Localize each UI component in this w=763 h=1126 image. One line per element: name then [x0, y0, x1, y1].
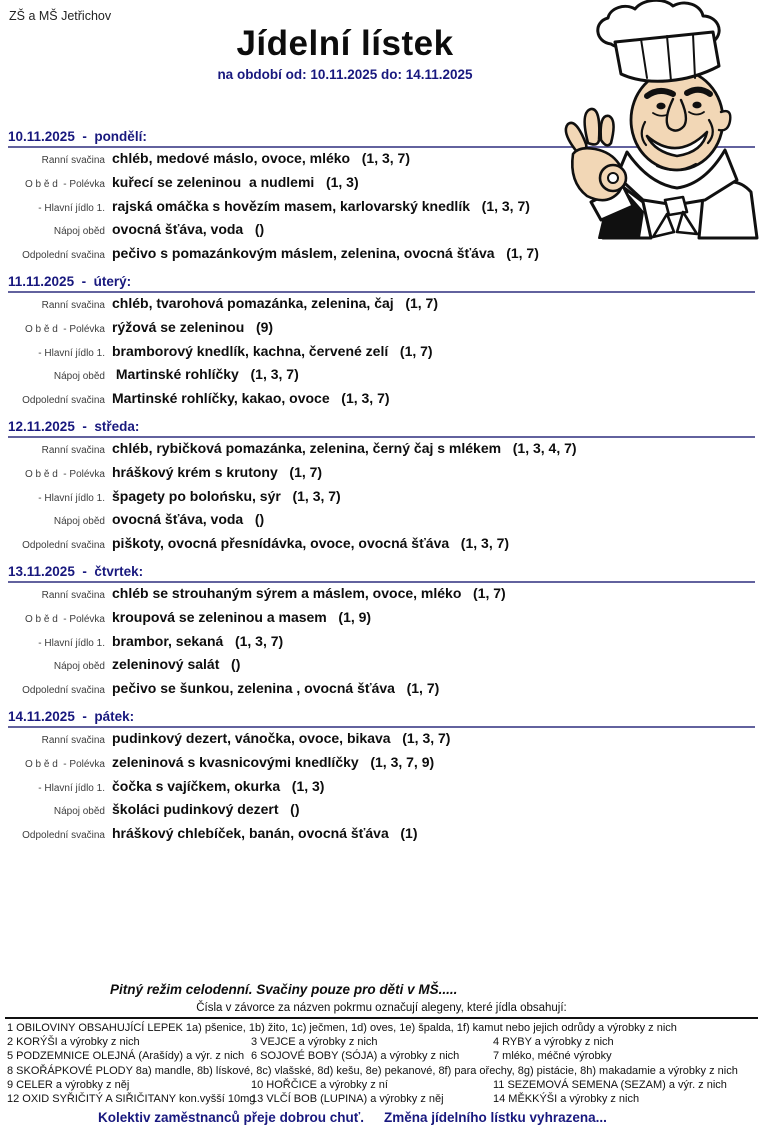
- menu-row-label: Ranní svačina: [41, 444, 105, 456]
- menu-row-label: Nápoj oběd: [53, 226, 105, 238]
- menu-row-label: Nápoj oběd: [53, 806, 105, 818]
- menu-row-label: Odpolední svačina: [22, 250, 105, 262]
- menu-row: [8, 438, 755, 462]
- menu-row-text: bramborový knedlík, kachna, červené zelí (1, 7): [112, 342, 433, 359]
- menu-row-label: Nápoj oběd: [53, 371, 105, 383]
- day-section-wednesday: [8, 418, 755, 557]
- menu-row: [8, 654, 755, 678]
- menu-row-label: Nápoj oběd: [53, 516, 105, 528]
- menu-row: [8, 364, 755, 388]
- menu-row-text: ovocná šťáva, voda (): [112, 221, 265, 238]
- menu-row: [8, 752, 755, 776]
- allergen-item: 5 PODZEMNICE OLEJNÁ (Arašídy) a výr. z nich: [7, 1050, 245, 1063]
- day-header: 10.11.2025 - pondělí:: [8, 128, 755, 148]
- menu-row-text: kuřecí se zeleninou a nudlemi (1, 3): [112, 173, 359, 190]
- allergen-item: 14 MĚKKÝŠI a výrobky z nich: [493, 1092, 640, 1105]
- menu-row-label: Ranní svačina: [41, 589, 105, 601]
- menu-row-label: - Hlavní jídlo 1.: [38, 202, 105, 214]
- menu-row-label: Ranní svačina: [41, 734, 105, 746]
- menu-row: [8, 341, 755, 365]
- page-footer: [98, 1110, 763, 1126]
- menu-row-label: O b ě d - Polévka: [24, 323, 105, 335]
- menu-row-text: chléb, medové máslo, ovoce, mléko (1, 3, 7): [112, 150, 410, 166]
- allergen-list: [7, 1021, 763, 1106]
- menu-row-text: rajská omáčka s hovězím masem, karlovarský knedlík (1, 3, 7): [112, 197, 530, 214]
- day-header: 14.11.2025 - pátek:: [8, 708, 755, 728]
- menu-row-label: Ranní svačina: [41, 299, 105, 311]
- menu-row-text: špagety po bolońsku, sýr (1, 3, 7): [112, 487, 341, 504]
- allergen-item: 2 KORÝŠI a výrobky z nich: [7, 1036, 140, 1049]
- menu-row-text: chléb se strouhaným sýrem a máslem, ovoce, mléko (1, 7): [112, 584, 506, 601]
- menu-row-label: Ranní svačina: [41, 155, 105, 166]
- menu-row-label: O b ě d - Polévka: [24, 178, 105, 190]
- menu-row-text: zeleninová s kvasnicovými knedlíčky (1, 3, 7, 9): [112, 753, 435, 770]
- allergen-item: 3 VEJCE a výrobky z nich: [251, 1036, 378, 1049]
- allergen-item: 6 SOJOVÉ BOBY (SÓJA) a výrobky z nich: [251, 1050, 460, 1063]
- menu-row-label: O b ě d - Polévka: [24, 758, 105, 770]
- menu-row-label: O b ě d - Polévka: [24, 613, 105, 625]
- menu-row: [8, 243, 755, 267]
- menu-row-label: Odpolední svačina: [22, 830, 105, 842]
- menu-row: [8, 462, 755, 486]
- day-header: 12.11.2025 - středa:: [8, 418, 755, 438]
- menu-row-text: ovocná šťáva, voda (): [112, 511, 265, 528]
- day-section-tuesday: [8, 273, 755, 412]
- day-header: 11.11.2025 - úterý:: [8, 273, 755, 293]
- menu-row-text: čočka s vajíčkem, okurka (1, 3): [112, 777, 325, 794]
- menu-row-text: chléb, rybičková pomazánka, zelenina, černý čaj s mlékem (1, 3, 4, 7): [112, 439, 577, 456]
- footer-greeting: Kolektiv zaměstnanců přeje dobrou chuť.: [98, 1110, 365, 1126]
- menu-row: [8, 293, 755, 317]
- menu-row-text: zeleninový salát (): [112, 656, 241, 673]
- menu-row-text: piškoty, ovocná přesnídávka, ovoce, ovocná šťáva (1, 3, 7): [112, 535, 510, 552]
- menu-row: [8, 486, 755, 510]
- allergen-item: 4 RYBY a výrobky z nich: [493, 1036, 614, 1049]
- menu-row-text: chléb, tvarohová pomazánka, zelenina, čaj (1, 7): [112, 294, 438, 311]
- allergen-item: 7 mléko, méčné výrobky: [493, 1050, 612, 1063]
- allergen-divider: [5, 1017, 758, 1019]
- menu-row-label: Odpolední svačina: [22, 685, 105, 697]
- drinking-regime-note: Pitný režim celodenní. Svačiny pouze pro děti v MŠ.....: [110, 981, 458, 997]
- day-section-thursday: [8, 563, 755, 702]
- menu-row: [8, 509, 755, 533]
- menu-row: [8, 823, 755, 847]
- day-header: 13.11.2025 - čtvrtek:: [8, 563, 755, 583]
- allergen-item: 9 CELER a výrobky z něj: [7, 1078, 130, 1091]
- allergen-item: 10 HOŘČICE a výrobky z ní: [251, 1078, 388, 1091]
- menu-row-label: Odpolední svačina: [22, 540, 105, 552]
- menu-row-text: pečivo se šunkou, zelenina , ovocná šťáva (1, 7): [112, 680, 440, 697]
- menu-row-text: brambor, sekaná (1, 3, 7): [112, 632, 284, 649]
- menu-row-text: Martinské rohlíčky, kakao, ovoce (1, 3, 7): [112, 390, 390, 407]
- menu-row-label: Nápoj oběd: [53, 661, 105, 673]
- menu-row-label: - Hlavní jídlo 1.: [38, 637, 105, 649]
- allergen-item: 8 SKOŘÁPKOVÉ PLODY 8a) mandle, 8b) lískové, 8c) vlašské, 8d) kešu, 8e) pekanové, 8f) para ořechy, 8g) pistácie, 8h) makadamie a výrobky z nich: [7, 1064, 738, 1077]
- menu-row-text: školáci pudinkový dezert (): [112, 801, 300, 818]
- allergen-item: 1 OBILOVINY OBSAHUJÍCÍ LEPEK 1a) pšenice, 1b) žito, 1c) ječmen, 1d) oves, 1e) špalda, 1f) kamut nebo jejich odrůdy a výrobky z nich: [7, 1021, 677, 1034]
- menu-row-label: Odpolední svačina: [22, 395, 105, 407]
- page-title: Jídelní lístek: [236, 24, 454, 63]
- menu-row-text: hráškový chlebíček, banán, ovocná šťáva (1): [112, 825, 418, 842]
- menu-row-text: Martinské rohlíčky (1, 3, 7): [112, 366, 299, 383]
- menu-row-text: rýžová se zeleninou (9): [112, 318, 274, 335]
- menu-row-label: - Hlavní jídlo 1.: [38, 347, 105, 359]
- menu-row-label: - Hlavní jídlo 1.: [38, 492, 105, 504]
- chef-icon: [553, 4, 763, 238]
- menu-row: [8, 776, 755, 800]
- menu-row: [8, 317, 755, 341]
- menu-row: [8, 388, 755, 412]
- menu-row: [8, 631, 755, 655]
- menu-period: na období od: 10.11.2025 do: 14.11.2025: [217, 67, 473, 82]
- menu-row: [8, 533, 755, 557]
- menu-row-label: - Hlavní jídlo 1.: [38, 782, 105, 794]
- school-name: ZŠ a MŠ Jetřichov: [9, 9, 112, 23]
- menu-row-text: kroupová se zeleninou a masem (1, 9): [112, 608, 372, 625]
- menu-row-text: pudinkový dezert, vánočka, ovoce, bikava (1, 3, 7): [112, 729, 451, 746]
- allergen-intro-note: Čísla v závorce za názven pokrmu označují alegeny, které jídla obsahují:: [196, 1001, 567, 1014]
- footer-disclaimer: Změna jídelního lístku vyhrazena...: [384, 1110, 607, 1126]
- menu-row: [8, 799, 755, 823]
- menu-row: [8, 678, 755, 702]
- menu-row: [8, 728, 755, 752]
- menu-row-label: O b ě d - Polévka: [24, 468, 105, 480]
- allergen-item: 11 SEZEMOVÁ SEMENA (SEZAM) a výr. z nich: [493, 1078, 727, 1091]
- day-section-friday: [8, 708, 755, 847]
- menu-row: [8, 583, 755, 607]
- menu-row-text: hráškový krém s krutony (1, 7): [112, 463, 323, 480]
- menu-row: [8, 607, 755, 631]
- allergen-item: 12 OXID SYŘIČITÝ A SIŘIČITANY kon.vyšší 10mg: [7, 1092, 256, 1105]
- menu-row-text: pečivo s pomazánkovým máslem, zelenina, ovocná šťáva (1, 7): [112, 245, 539, 262]
- allergen-item: 13 VLČÍ BOB (LUPINA) a výrobky z něj: [251, 1092, 444, 1105]
